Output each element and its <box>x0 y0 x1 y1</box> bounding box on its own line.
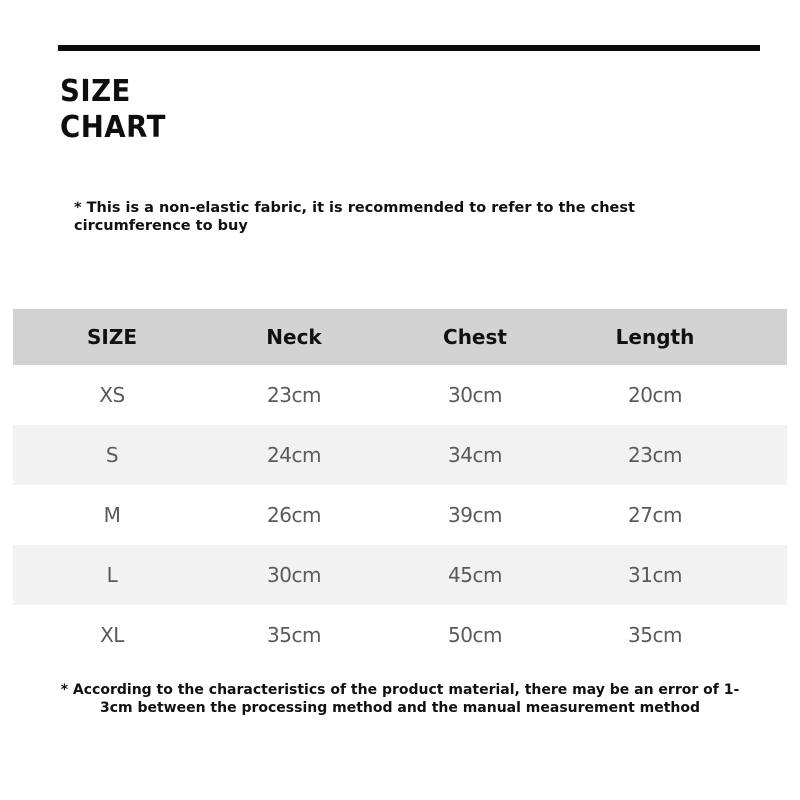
title-line-1: SIZE <box>60 74 131 109</box>
header-chest: Chest <box>443 325 507 349</box>
cell-size: L <box>106 563 118 587</box>
cell-size: M <box>103 503 121 527</box>
title-line-2: CHART <box>60 110 166 145</box>
cell-length: 35cm <box>628 623 682 647</box>
table-row <box>13 545 787 605</box>
table-header-row <box>13 309 787 365</box>
cell-chest: 34cm <box>448 443 502 467</box>
fabric-note: * This is a non-elastic fabric, it is recommended to refer to the chest circumference to buy <box>74 200 635 234</box>
cell-length: 23cm <box>628 443 682 467</box>
cell-neck: 30cm <box>267 563 321 587</box>
cell-length: 20cm <box>628 383 682 407</box>
cell-chest: 45cm <box>448 563 502 587</box>
cell-chest: 39cm <box>448 503 502 527</box>
cell-length: 27cm <box>628 503 682 527</box>
cell-neck: 26cm <box>267 503 321 527</box>
table-row <box>13 425 787 485</box>
cell-chest: 30cm <box>448 383 502 407</box>
header-size: SIZE <box>86 325 137 349</box>
cell-neck: 35cm <box>267 623 321 647</box>
measurement-note: * According to the characteristics of the product material, there may be an error of 1-3cm between the processing method and the manual measurement method <box>60 682 740 716</box>
header-neck: Neck <box>266 325 322 349</box>
cell-size: S <box>105 443 119 467</box>
cell-chest: 50cm <box>448 623 502 647</box>
top-divider <box>58 45 760 51</box>
header-length: Length <box>615 325 695 349</box>
page-title <box>60 74 166 146</box>
size-table <box>13 309 787 665</box>
cell-size: XL <box>100 623 124 647</box>
cell-neck: 23cm <box>267 383 321 407</box>
cell-length: 31cm <box>628 563 682 587</box>
table-row <box>13 605 787 665</box>
table-row <box>13 485 787 545</box>
cell-size: XS <box>99 383 125 407</box>
cell-neck: 24cm <box>267 443 321 467</box>
table-row <box>13 365 787 425</box>
